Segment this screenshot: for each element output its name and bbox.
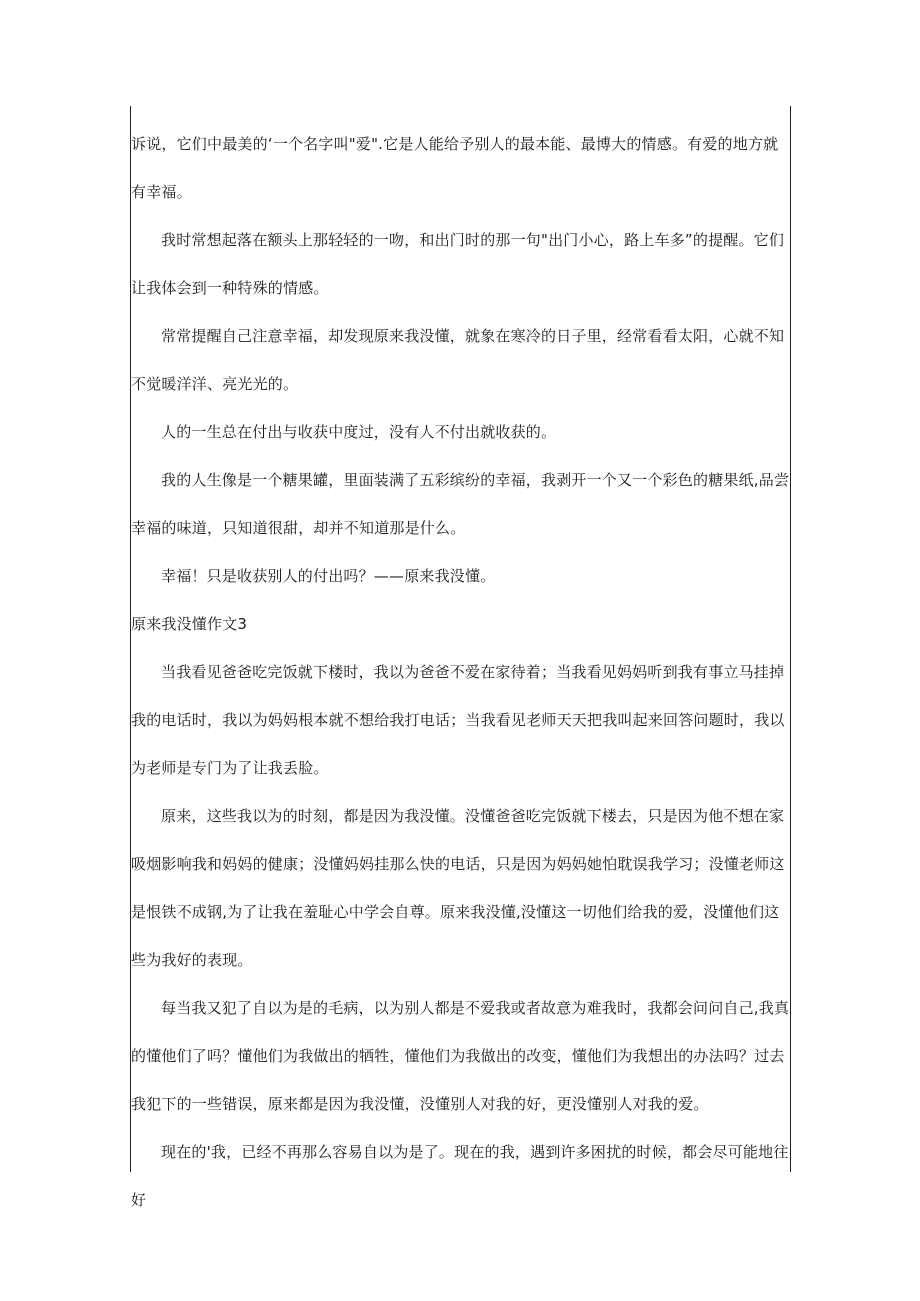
paragraph: 原来，这些我以为的时刻，都是因为我没懂。没懂爸爸吃完饭就下楼去，只是因为他不想在家吸烟影响我和妈妈的健康；没懂妈妈挂那么快的电话，只是因为妈妈她怕耽误我学习；没懂老师这是恨铁不成钢,为了让我在羞耻心中学会自尊。原来我没懂,没懂这一切他们给我的爱，没懂他们这些为我好的表现。: [131, 807, 785, 969]
paragraph: 幸福！只是收获别人的付出吗？——原来我没懂。: [161, 567, 496, 585]
section-title: 原来我没懂作文3: [131, 615, 248, 633]
paragraph: 当我看见爸爸吃完饭就下楼时，我以为爸爸不爱在家待着；当我看见妈妈听到我有事立马挂掉我的电话时，我以为妈妈根本就不想给我打电话；当我看见老师天天把我叫起来回答问题时，我以为老师是专门为了让我丢脸。: [131, 663, 785, 777]
paragraph: 诉说，它们中最美的‘一个名字叫"爱".它是人能给予别人的最本能、最博大的情感。有爱的地方就有幸福。: [131, 135, 779, 201]
paragraph: 我时常想起落在额头上那轻轻的一吻，和出门时的那一句"出门小心，路上车多”的提醒。它们让我体会到一种特殊的情感。: [131, 231, 785, 297]
paragraph: 常常提醒自己注意幸福，却发现原来我没懂，就象在寒冷的日子里，经常看看太阳，心就不知不觉暖洋洋、亮光光的。: [131, 327, 785, 393]
paragraph: 现在的'我，已经不再那么容易自以为是了。现在的我，遇到许多困扰的时候，都会尽可能地往好: [131, 1143, 789, 1209]
paragraph: 人的一生总在付出与收获中度过，没有人不付出就收获的。: [161, 423, 557, 441]
paragraph: 每当我又犯了自以为是的毛病，以为别人都是不爱我或者故意为难我时，我都会问问自己,我真的懂他们了吗？懂他们为我做出的牺牲，懂他们为我做出的改变，懂他们为我想出的办法吗？过去我犯下的一些错误，原来都是因为我没懂，没懂别人对我的好，更没懂别人对我的爱。: [131, 999, 790, 1113]
paragraph: 我的人生像是一个糖果罐，里面装满了五彩缤纷的幸福，我剥开一个又一个彩色的糖果纸,品尝幸福的味道，只知道很甜，却并不知道那是什么。: [131, 471, 790, 537]
document-body: [131, 120, 791, 1224]
